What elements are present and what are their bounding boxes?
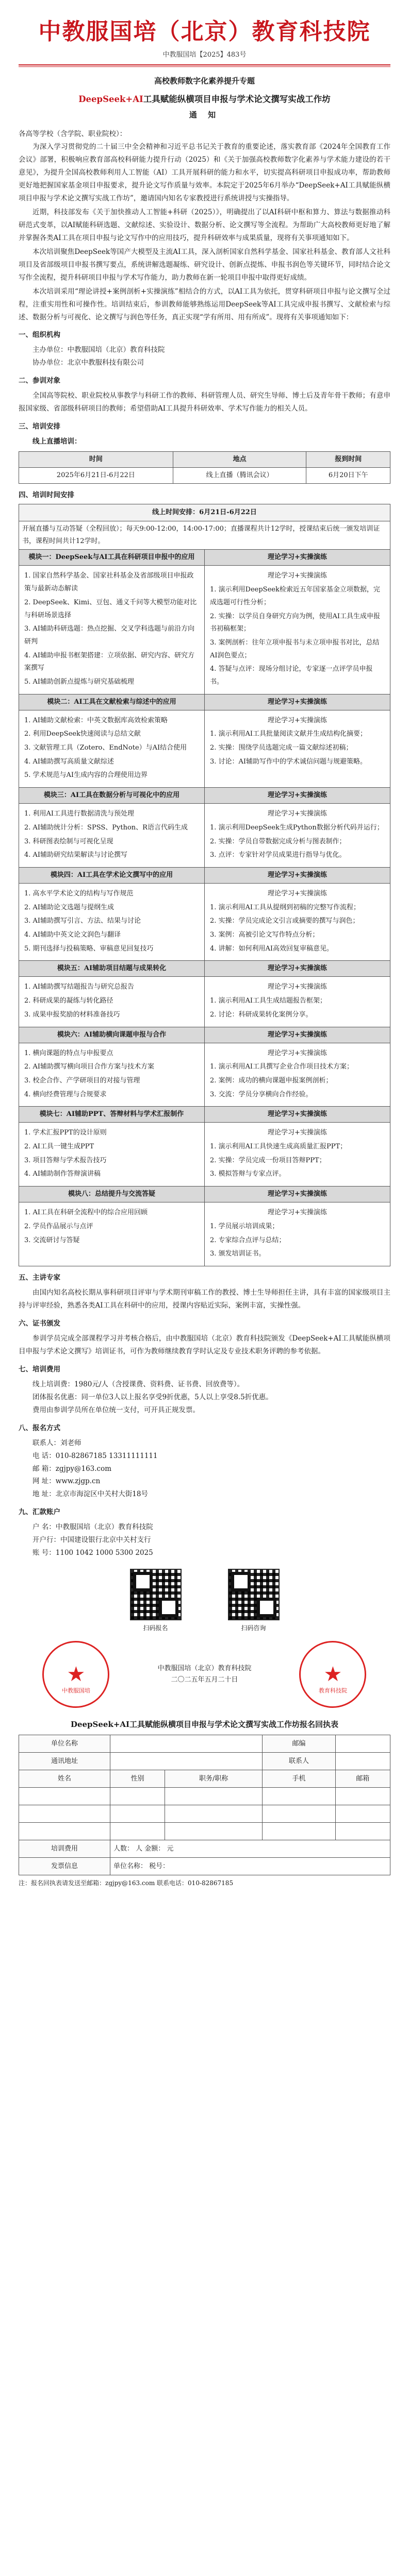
- modules-body: [19, 550, 390, 1266]
- module-method-header: 理论学习+实操演练: [205, 961, 390, 977]
- module-practice-item: 3. 案例剖析：往年立项申报书与未立项申报书对比，总结AI润色要点；: [210, 638, 380, 659]
- module-content: [19, 1123, 205, 1187]
- module-method-header: 理论学习+实操演练: [205, 1027, 390, 1043]
- section-signup-title: 八、报名方式: [19, 1423, 60, 1432]
- contact-website: 网 址：www.zjgp.cn: [32, 1477, 101, 1486]
- module-method-header: 理论学习+实操演练: [205, 1187, 390, 1202]
- qr-codes: [19, 1569, 390, 1634]
- module-content-item: 2. AI工具一键生成PPT: [24, 1143, 94, 1151]
- module-practice-heading: 理论学习+实操演练: [268, 810, 327, 818]
- document-subtitle: 高校教师数字化素养提升专题: [154, 76, 255, 86]
- contact-phone: 电 话：010-82867185 13311111111: [32, 1451, 158, 1460]
- module-content-item: 3. 成果申报奖励的材料准备技巧: [24, 1010, 120, 1019]
- module-practice: [205, 1123, 390, 1187]
- form-label-address: 通讯地址: [19, 1753, 110, 1770]
- module-practice-item: 3. 模拟答辩与专家点评。: [210, 1170, 286, 1178]
- section-certificate-title: 六、证书颁发: [19, 1319, 60, 1328]
- form-col-phone: 手机: [263, 1770, 336, 1788]
- module-practice-item: 3. 交流：学员分享横向合作经验。: [210, 1090, 313, 1098]
- form-label-zip: 邮编: [263, 1735, 336, 1753]
- module-practice-item: 2. 实操：学员自带数据完成分析与图表制作；: [210, 837, 346, 845]
- bank-branch: 开户行：中国建设银行北京中关村支行: [32, 1536, 151, 1545]
- section-arrangement-title: 三、培训安排: [19, 422, 60, 431]
- module-content-item: 5. 学术规范与AI生成内容的合理使用边界: [24, 771, 148, 779]
- module-header-row: [19, 867, 390, 883]
- module-content-item: 4. AI辅助申报书框架搭建：立项依据、研究内容、研究方案撰写: [24, 651, 195, 672]
- form-field-invoice[interactable]: 单位名称： 税号：: [110, 1858, 390, 1875]
- module-practice-item: 3. 颁发培训证书。: [210, 1250, 266, 1258]
- module-content-item: 2. DeepSeek、Kimi、豆包、通义千问等大模型功能对比与科研场景选择: [24, 598, 197, 619]
- table-row: [19, 1858, 390, 1875]
- module-header-row: [19, 1027, 390, 1043]
- module-content: [19, 1043, 205, 1107]
- form-label-invoice: 发票信息: [19, 1858, 110, 1875]
- module-practice: [205, 1043, 390, 1107]
- official-seal-right: [299, 1641, 366, 1708]
- seal-star-icon: ★: [67, 1663, 86, 1687]
- module-content-item: 2. AI辅助论文选题与提纲生成: [24, 903, 114, 911]
- module-content-item: 1. 高水平学术论文的结构与写作规范: [24, 889, 134, 897]
- signup-qr-label: 扫码报名: [143, 1624, 168, 1632]
- org-name: 中教服国培（北京）教育科技院: [38, 19, 371, 45]
- module-practice-item: 3. 点评：专家针对学员成果进行指导与优化。: [210, 851, 346, 859]
- table-row: [19, 1770, 390, 1788]
- table-row: [19, 883, 390, 960]
- title-accent: DeepSeek+AI: [78, 94, 143, 104]
- module-practice-heading: 理论学习+实操演练: [268, 716, 327, 724]
- online-subtitle: 线上直播培训：: [32, 437, 81, 446]
- seal-right-text: 教育科技院: [318, 1687, 347, 1694]
- contact-email: 邮 箱：zgjpy@163.com: [32, 1464, 112, 1473]
- module-practice: [205, 883, 390, 960]
- form-label-unit: 单位名称: [19, 1735, 110, 1753]
- module-practice-item: 2. 实操：学员完成论文引言或摘要的撰写与润色；: [210, 917, 359, 925]
- form-label-contact: 联系人: [263, 1753, 336, 1770]
- day-banner: 线上时间安排：6月21日-6月22日: [19, 504, 390, 521]
- module-content-item: 1. 横向课题的特点与申报要点: [24, 1049, 113, 1057]
- module-practice: [205, 804, 390, 868]
- module-practice-item: 1. 学员展示培训成果；: [210, 1222, 279, 1230]
- module-content-item: 1. AI工具在科研全流程中的综合应用回顾: [24, 1209, 148, 1217]
- module-content-item: 1. 国家自然科学基金、国家社科基金及省部级项目申报政策与最新动态解读: [24, 572, 194, 593]
- table-row: [19, 1202, 390, 1266]
- module-content-item: 3. 项目答辩与学术报告技巧: [24, 1156, 107, 1164]
- module-practice-heading: 理论学习+实操演练: [268, 572, 327, 580]
- notice-heading: 通 知: [189, 110, 220, 120]
- contact-person: 联系人：刘老师: [32, 1438, 81, 1447]
- doc-number: 中教服国培【2025】483号: [162, 51, 247, 59]
- module-content: [19, 883, 205, 960]
- section-experts-title: 五、主讲专家: [19, 1273, 60, 1282]
- table-row: [19, 1043, 390, 1107]
- table-row: [19, 1123, 390, 1187]
- section-bank-title: 九、汇款账户: [19, 1508, 60, 1517]
- fee-line-1: 线上培训费：1980元/人（含授课费、资料费、证书费、回放费等）。: [32, 1380, 244, 1388]
- module-practice-heading: 理论学习+实操演练: [268, 1209, 327, 1217]
- section-organizers-title: 一、组织机构: [19, 331, 60, 340]
- schedule-place: 线上直播（腾讯会议）: [173, 468, 306, 484]
- module-practice: [205, 710, 390, 787]
- module-content-item: 4. AI辅助研究结果解读与讨论撰写: [24, 851, 128, 859]
- module-content: [19, 977, 205, 1027]
- qr-code-icon: [130, 1569, 182, 1620]
- module-content-item: 1. 学术汇报PPT的设计原则: [24, 1129, 107, 1137]
- schedule-table: [19, 451, 390, 484]
- certificate-text: 参训学员完成全部课程学习并考核合格后，由中教服国培（北京）教育科技院颁发《DeepSeek+AI工具赋能纵横项目申报与学术论文撰写》培训证书，可作为教师继续教育学时认定及专业技术职务评聘的参考依据。: [19, 1334, 390, 1355]
- module-content-item: 4. AI辅助制作答辩演讲稿: [24, 1170, 101, 1178]
- module-content-item: 2. AI辅助统计分析：SPSS、Python、R语言代码生成: [24, 823, 188, 832]
- module-practice-heading: 理论学习+实操演练: [268, 983, 327, 991]
- table-row: [19, 977, 390, 1027]
- consult-qr[interactable]: [225, 1569, 282, 1634]
- module-title: 模块八：总结提升与交流答疑: [19, 1187, 205, 1202]
- red-divider: [19, 64, 390, 67]
- title-rest: 工具赋能纵横项目申报与学术论文撰写实战工作坊: [143, 94, 331, 104]
- module-content-item: 3. 交流研讨与答疑: [24, 1236, 80, 1244]
- module-practice-item: 1. 演示利用AI工具撰写企业合作项目技术方案；: [210, 1063, 354, 1071]
- document-title: [19, 93, 390, 106]
- schedule-header-place: 地点: [173, 452, 306, 468]
- module-header-row: [19, 550, 390, 566]
- registration-form: [19, 1735, 390, 1875]
- module-practice-item: 2. 讨论：科研成果转化案例分享。: [210, 1010, 313, 1019]
- section-time-title: 四、培训时间安排: [19, 491, 74, 500]
- form-label-fee: 培训费用: [19, 1840, 110, 1858]
- section-fee-title: 七、培训费用: [19, 1365, 60, 1374]
- fee-line-3: 费用由参训学员所在单位统一支付，可开具正规发票。: [32, 1405, 200, 1414]
- intro-paragraph-4: 本次培训采用“理论讲授+案例剖析+实操演练”相结合的方式，以AI工具为依托，贯穿科研项目申报与论文撰写全过程，注重实用性和可操作性。培训结束后，参训教师能够熟练运用DeepSeek等AI工具完成申报书撰写、文献检索与综述、数据分析与可视化、论文撰写与润色等任务，真正实现“学有所用、用有所成”。现将有关事项通知如下：: [19, 287, 390, 321]
- table-row: [19, 1840, 390, 1858]
- seal-row: [19, 1641, 390, 1708]
- table-row: [19, 1823, 390, 1840]
- module-practice-item: 1. 演示利用DeepSeek生成Python数据分析代码并运行；: [210, 823, 384, 832]
- module-practice-item: 1. 演示利用DeepSeek检索近五年国家基金立项数据，完成选题可行性分析；: [210, 586, 380, 606]
- module-content: [19, 566, 205, 694]
- module-content-item: 3. 科研图表绘制与可视化呈现: [24, 837, 113, 845]
- form-col-title: 职务/职称: [165, 1770, 263, 1788]
- intro-paragraph-2: 近期，科技部发布《关于加快推动人工智能+科研（2025）》，明确提出了以AI科研中枢和算力、算法与数据推动科研范式变革，以AI赋能科研选题、文献综述、实验设计、数据分析、论文撰写等全流程。为帮助广大高校教师更好地了解并掌握各类AI工具在项目申报与论文写作中的应用技巧，提升科研效率与成果质量，现将有关事项通知如下。: [19, 208, 390, 242]
- form-field-contact[interactable]: [335, 1753, 390, 1770]
- table-row: [19, 710, 390, 787]
- module-practice-heading: 理论学习+实操演练: [268, 889, 327, 897]
- module-title: 模块六：AI辅助横向课题申报与合作: [19, 1027, 205, 1043]
- co-organizer-line: 协办单位：北京中教服科技有限公司: [32, 359, 144, 367]
- module-content: [19, 1202, 205, 1266]
- intro-paragraph-1: 为深入学习贯彻党的二十届三中全会精神和习近平总书记关于教育的重要论述，落实教育部《2024年全国教育工作会议》部署，积极响应教育部高校科研能力提升行动（2025）和《关于加强高校教师数字化素养与学术能力建设的若干意见》，为提升全国高校教师利用人工智能（AI）工具开展科研的能力和水平，切实提高科研项目申报成功率，帮助教师更好地把握国家基金项目申报要求，提升论文写作质量与效率。本院定于2025年6月举办“DeepSeek+AI工具赋能纵横项目申报与学术论文撰写实战工作坊”，邀请国内知名专家教授进行系统讲授与实操指导。: [19, 142, 390, 202]
- module-content-item: 4. 横向经费管理与合规要求: [24, 1090, 107, 1098]
- module-title: 模块七：AI辅助PPT、答辩材料与学术汇报制作: [19, 1107, 205, 1123]
- table-row: [19, 1788, 390, 1805]
- module-content-item: 1. 利用AI工具进行数据清洗与预处理: [24, 810, 135, 818]
- module-practice-heading: 理论学习+实操演练: [268, 1049, 327, 1057]
- module-practice: [205, 566, 390, 694]
- module-practice-item: 2. 案例：成功的横向课题申报案例剖析；: [210, 1076, 333, 1084]
- module-practice-item: 2. 实操：以学员自身研究方向为例，使用AI工具生成申报书初稿框架；: [210, 612, 381, 633]
- form-field-zip[interactable]: [335, 1735, 390, 1753]
- module-content-item: 3. 文献管理工具（Zotero、EndNote）与AI结合使用: [24, 744, 187, 752]
- audience-text: 全国高等院校、职业院校从事教学与科研工作的教师、科研管理人员、研究生导师、博士后及青年骨干教师；有意申报国家级、省部级科研项目的教师；希望借助AI工具提升科研效率、学术写作能力的相关人员。: [19, 392, 390, 413]
- contact-address: 地 址：北京市海淀区中关村大街18号: [32, 1490, 148, 1499]
- bank-account-number: 账 号：1100 1042 1000 5300 2025: [32, 1549, 153, 1557]
- module-content-item: 2. AI辅助撰写横向项目合作方案与技术方案: [24, 1063, 155, 1071]
- module-practice: [205, 1202, 390, 1266]
- section-audience-title: 二、参训对象: [19, 377, 60, 385]
- signature-block: [157, 1663, 251, 1686]
- module-practice-item: 3. 讨论：AI辅助写作中的学术诚信问题与规避策略。: [210, 757, 367, 766]
- signup-qr[interactable]: [127, 1569, 184, 1634]
- form-note: 注：报名回执表请发送至邮箱：zgjpy@163.com 联系电话：010-82867185: [19, 1879, 234, 1887]
- module-content-item: 1. AI辅助撰写结题报告与研究总报告: [24, 983, 135, 991]
- module-content: [19, 710, 205, 787]
- module-practice-item: 1. 演示利用AI工具快速生成高质量汇报PPT；: [210, 1143, 347, 1151]
- module-practice-item: 1. 演示利用AI工具从提纲到初稿的完整写作流程；: [210, 903, 361, 911]
- schedule-header-checkin: 报到时间: [306, 452, 390, 468]
- module-content-item: 5. AI辅助创新点提炼与研究基础梳理: [24, 677, 135, 686]
- form-col-gender: 性别: [110, 1770, 165, 1788]
- greeting: 各高等学校（含学院、职业院校）：: [19, 129, 127, 138]
- course-table: [19, 504, 390, 1266]
- module-header-row: [19, 788, 390, 804]
- letterhead: [19, 18, 390, 61]
- module-content-item: 2. 学员作品展示与点评: [24, 1222, 93, 1230]
- module-header-row: [19, 961, 390, 977]
- module-header-row: [19, 1187, 390, 1202]
- module-content-item: 3. AI辅助撰写引言、方法、结果与讨论: [24, 917, 141, 925]
- module-title: 模块三：AI工具在数据分析与可视化中的应用: [19, 788, 205, 804]
- module-practice: [205, 977, 390, 1027]
- seal-left-text: 中教服国培: [61, 1687, 90, 1694]
- table-row: [19, 1805, 390, 1823]
- registration-form-title: DeepSeek+AI工具赋能纵横项目申报与学术论文撰写实战工作坊报名回执表: [70, 1720, 339, 1730]
- module-practice-item: 1. 演示利用AI工具批量阅读文献并生成结构化摘要；: [210, 730, 367, 738]
- experts-text: 由国内知名高校长期从事科研项目评审与学术期刊审稿工作的教授、博士生导师担任主讲，具有丰富的国家级项目主持与评审经验，熟悉各类AI工具在科研中的应用，授课内容贴近实际，案例丰富，实操性强。: [19, 1288, 390, 1310]
- organizer-line: 主办单位：中教服国培（北京）教育科技院: [32, 346, 165, 354]
- module-method-header: 理论学习+实操演练: [205, 694, 390, 710]
- form-field-fee[interactable]: 人数： 人 金额： 元: [110, 1840, 390, 1858]
- module-method-header: 理论学习+实操演练: [205, 867, 390, 883]
- qr-code-icon: [228, 1569, 280, 1620]
- module-content: [19, 804, 205, 868]
- module-content-item: 4. AI辅助中英文论文润色与翻译: [24, 931, 121, 939]
- table-row: [19, 468, 390, 484]
- module-practice-item: 4. 讲解：如何利用AI高效回复审稿意见。: [210, 944, 334, 953]
- module-content-item: 2. 利用DeepSeek快速阅读与总结文献: [24, 730, 141, 738]
- module-practice-item: 2. 实操：围绕学员选题完成一篇文献综述初稿；: [210, 744, 353, 752]
- module-title: 模块五：AI辅助项目结题与成果转化: [19, 961, 205, 977]
- intro-paragraph-3: 本次培训聚焦DeepSeek等国产大模型及主流AI工具，深入剖析国家自然科学基金、国家社科基金、教育部人文社科项目及省部级项目申报书撰写要点，系统讲解选题凝练、研究设计、创新点提炼、申报书润色等关键环节，同时结合论文写作全流程，提升科研项目申报与学术写作能力，助力教师在新一轮项目申报中取得更好成绩。: [19, 247, 390, 282]
- module-practice-item: 1. 演示利用AI工具生成结题报告框架；: [210, 997, 327, 1005]
- form-col-name: 姓名: [19, 1770, 110, 1788]
- form-col-email: 邮箱: [335, 1770, 390, 1788]
- module-method-header: 理论学习+实操演练: [205, 550, 390, 566]
- table-row: [19, 1753, 390, 1770]
- form-field-address[interactable]: [110, 1753, 263, 1770]
- bank-account-name: 户 名：中教服国培（北京）教育科技院: [32, 1523, 153, 1532]
- module-content-item: 5. 期刊选择与投稿策略、审稿意见回复技巧: [24, 944, 154, 953]
- schedule-time: 2025年6月21日-6月22日: [19, 468, 173, 484]
- module-header-row: [19, 694, 390, 710]
- module-title: 模块四：AI工具在学术论文撰写中的应用: [19, 867, 205, 883]
- module-practice-heading: 理论学习+实操演练: [268, 1129, 327, 1137]
- table-row: [19, 1735, 390, 1753]
- module-content-item: 1. AI辅助文献检索：中英文数据库高效检索策略: [24, 716, 168, 724]
- module-title: 模块一：DeepSeek与AI工具在科研项目申报中的应用: [19, 550, 205, 566]
- module-title: 模块二：AI工具在文献检索与综述中的应用: [19, 694, 205, 710]
- module-header-row: [19, 1107, 390, 1123]
- signature-org: 中教服国培（北京）教育科技院: [157, 1665, 252, 1673]
- module-practice-item: 2. 实操：学员完成一份项目答辩PPT；: [210, 1156, 326, 1164]
- module-method-header: 理论学习+实操演练: [205, 788, 390, 804]
- module-content-item: 3. AI辅助科研选题：热点挖掘、交叉学科选题与前沿方向研判: [24, 625, 195, 646]
- table-row: [19, 566, 390, 694]
- module-content-item: 4. AI辅助撰写高质量文献综述: [24, 757, 114, 766]
- schedule-checkin: 6月20日下午: [306, 468, 390, 484]
- module-content-item: 3. 校企合作、产学研项目的对接与管理: [24, 1076, 140, 1084]
- module-practice-item: 3. 案例：高被引论文写作特点分析；: [210, 931, 319, 939]
- module-content-item: 2. 科研成果的凝练与转化路径: [24, 997, 113, 1005]
- schedule-header-time: 时间: [19, 452, 173, 468]
- consult-qr-label: 扫码咨询: [241, 1624, 266, 1632]
- table-row: [19, 804, 390, 868]
- module-method-header: 理论学习+实操演练: [205, 1107, 390, 1123]
- form-field-unit[interactable]: [110, 1735, 263, 1753]
- official-seal-left: [42, 1641, 109, 1708]
- module-practice-item: 2. 专家综合点评与总结；: [210, 1236, 286, 1244]
- course-intro: 开展直播与互动答疑（全程回放）；每天9:00-12:00，14:00-17:00；直播课程共计12学时，授课结束后统一颁发培训证书，课程时间共计12学时。: [19, 521, 390, 550]
- fee-line-2: 团体报名优惠：同一单位3人以上报名享受9折优惠，5人以上享受8.5折优惠。: [32, 1393, 273, 1401]
- seal-star-icon: ★: [323, 1663, 342, 1687]
- signature-date: 二〇二五年五月二十日: [171, 1676, 238, 1684]
- module-practice-item: 4. 答疑与点评：现场分组讨论，专家逐一点评学员申报书。: [210, 665, 373, 686]
